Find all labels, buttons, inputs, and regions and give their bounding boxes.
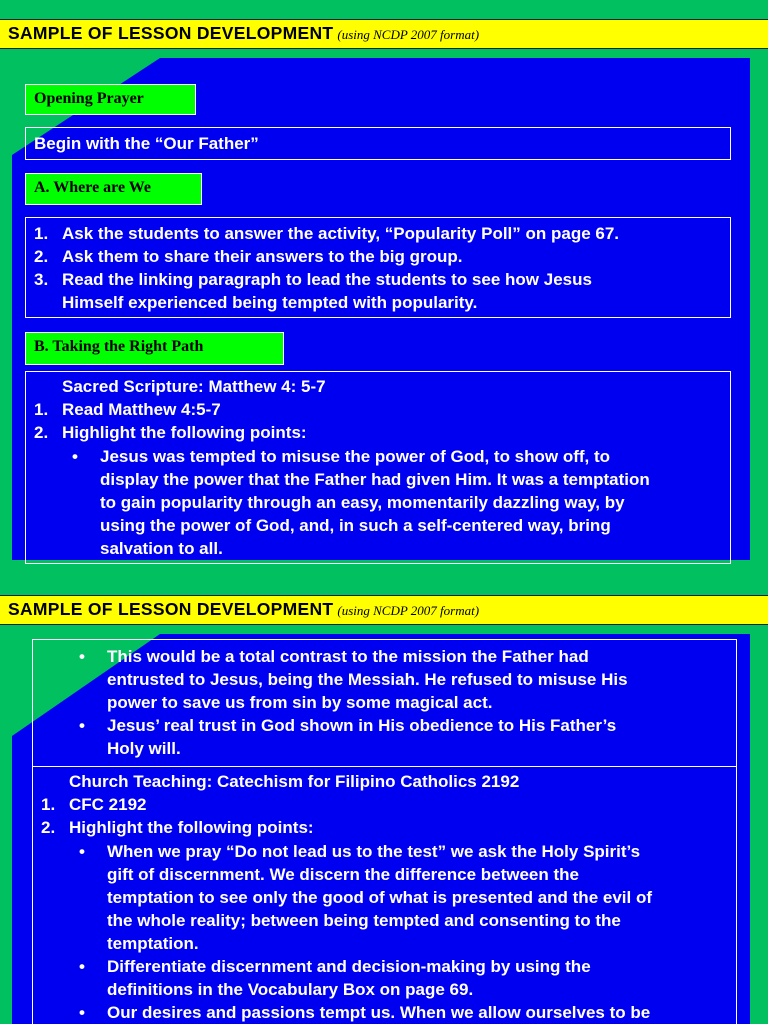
bullet-text-line: Our desires and passions tempt us. When we allow ourselves to be: [107, 1003, 651, 1022]
list-item: Highlight the following points:: [62, 423, 307, 442]
list-number: 2.: [41, 818, 56, 837]
bullet-text-line: using the power of God, and, in such a self-centered way, bring: [100, 516, 611, 535]
bullet-text-line: temptation to see only the good of what is presented and the evil of: [107, 888, 652, 907]
list-item: Read the linking paragraph to lead the students to see how Jesus: [62, 270, 592, 289]
bullet-text-line: temptation.: [107, 934, 199, 953]
list-item: Read Matthew 4:5-7: [62, 400, 221, 419]
list-number: 3.: [34, 270, 49, 289]
list-item: CFC 2192: [69, 795, 147, 814]
list-number: 1.: [34, 400, 49, 419]
bullet-text-line: the whole reality; between being tempted and consenting to the: [107, 911, 621, 930]
bullet-text-line: When we pray “Do not lead us to the test” we ask the Holy Spirit’s: [107, 842, 641, 861]
section-b-heading: B. Taking the Right Path: [25, 332, 284, 365]
bullet-text-line: entrusted to Jesus, being the Messiah. He refused to misuse His: [107, 670, 628, 689]
bullet-text-line: gift of discernment. We discern the difference between the: [107, 865, 579, 884]
list-number: 1.: [41, 795, 56, 814]
bullet-icon: •: [79, 716, 85, 735]
bullet-text-line: Holy will.: [107, 739, 181, 758]
slide-2-title: SAMPLE OF LESSON DEVELOPMENT (using NCDP 2007 format): [8, 599, 480, 619]
bullet-text-line: Jesus’ real trust in God shown in His obedience to His Father’s: [107, 716, 617, 735]
church-teaching-heading: Church Teaching: Catechism for Filipino Catholics 2192: [69, 772, 520, 791]
section-b-box: [25, 371, 731, 564]
list-number: 1.: [34, 224, 49, 243]
bullet-icon: •: [79, 1003, 85, 1022]
section-a-box: [25, 217, 731, 318]
slide-2-title-bar: [0, 595, 768, 625]
bullet-text-line: salvation to all.: [100, 539, 223, 558]
slide-1-subtitle: (using NCDP 2007 format): [337, 27, 480, 42]
slide-2: [0, 576, 768, 1024]
bullet-text-line: Jesus was tempted to misuse the power of God, to show off, to: [100, 447, 611, 466]
list-item-continuation: Himself experienced being tempted with popularity.: [62, 293, 478, 312]
opening-prayer-heading: Opening Prayer: [25, 84, 196, 115]
bullet-icon: •: [79, 842, 85, 861]
section-a-heading: A. Where are We: [25, 173, 202, 205]
bullet-text-line: definitions in the Vocabulary Box on page 69.: [107, 980, 474, 999]
bullet-icon: •: [79, 647, 85, 666]
church-teaching-box: [32, 766, 737, 1024]
opening-prayer-box: [25, 127, 731, 160]
scripture-heading: Sacred Scripture: Matthew 4: 5-7: [62, 377, 326, 396]
slide-2-subtitle: (using NCDP 2007 format): [337, 603, 480, 618]
opening-prayer-text: Begin with the “Our Father”: [34, 134, 259, 153]
bullet-text-line: Differentiate discernment and decision-making by using the: [107, 957, 591, 976]
list-item: Highlight the following points:: [69, 818, 314, 837]
bullet-text-line: This would be a total contrast to the mission the Father had: [107, 647, 589, 666]
bullet-text-line: display the power that the Father had given Him. It was a temptation: [100, 470, 650, 489]
bullet-text-line: power to save us from sin by some magical act.: [107, 693, 493, 712]
bullet-icon: •: [79, 957, 85, 976]
slide-1-title-bar: [0, 19, 768, 49]
list-item: Ask them to share their answers to the big group.: [62, 247, 463, 266]
continued-bullets-box: [32, 639, 737, 767]
list-item: Ask the students to answer the activity, “Popularity Poll” on page 67.: [62, 224, 620, 243]
bullet-text-line: to gain popularity through an easy, momentarily dazzling way, by: [100, 493, 625, 512]
slide-1-title: SAMPLE OF LESSON DEVELOPMENT (using NCDP 2007 format): [8, 23, 480, 43]
bullet-icon: •: [72, 447, 78, 466]
list-number: 2.: [34, 423, 49, 442]
list-number: 2.: [34, 247, 49, 266]
